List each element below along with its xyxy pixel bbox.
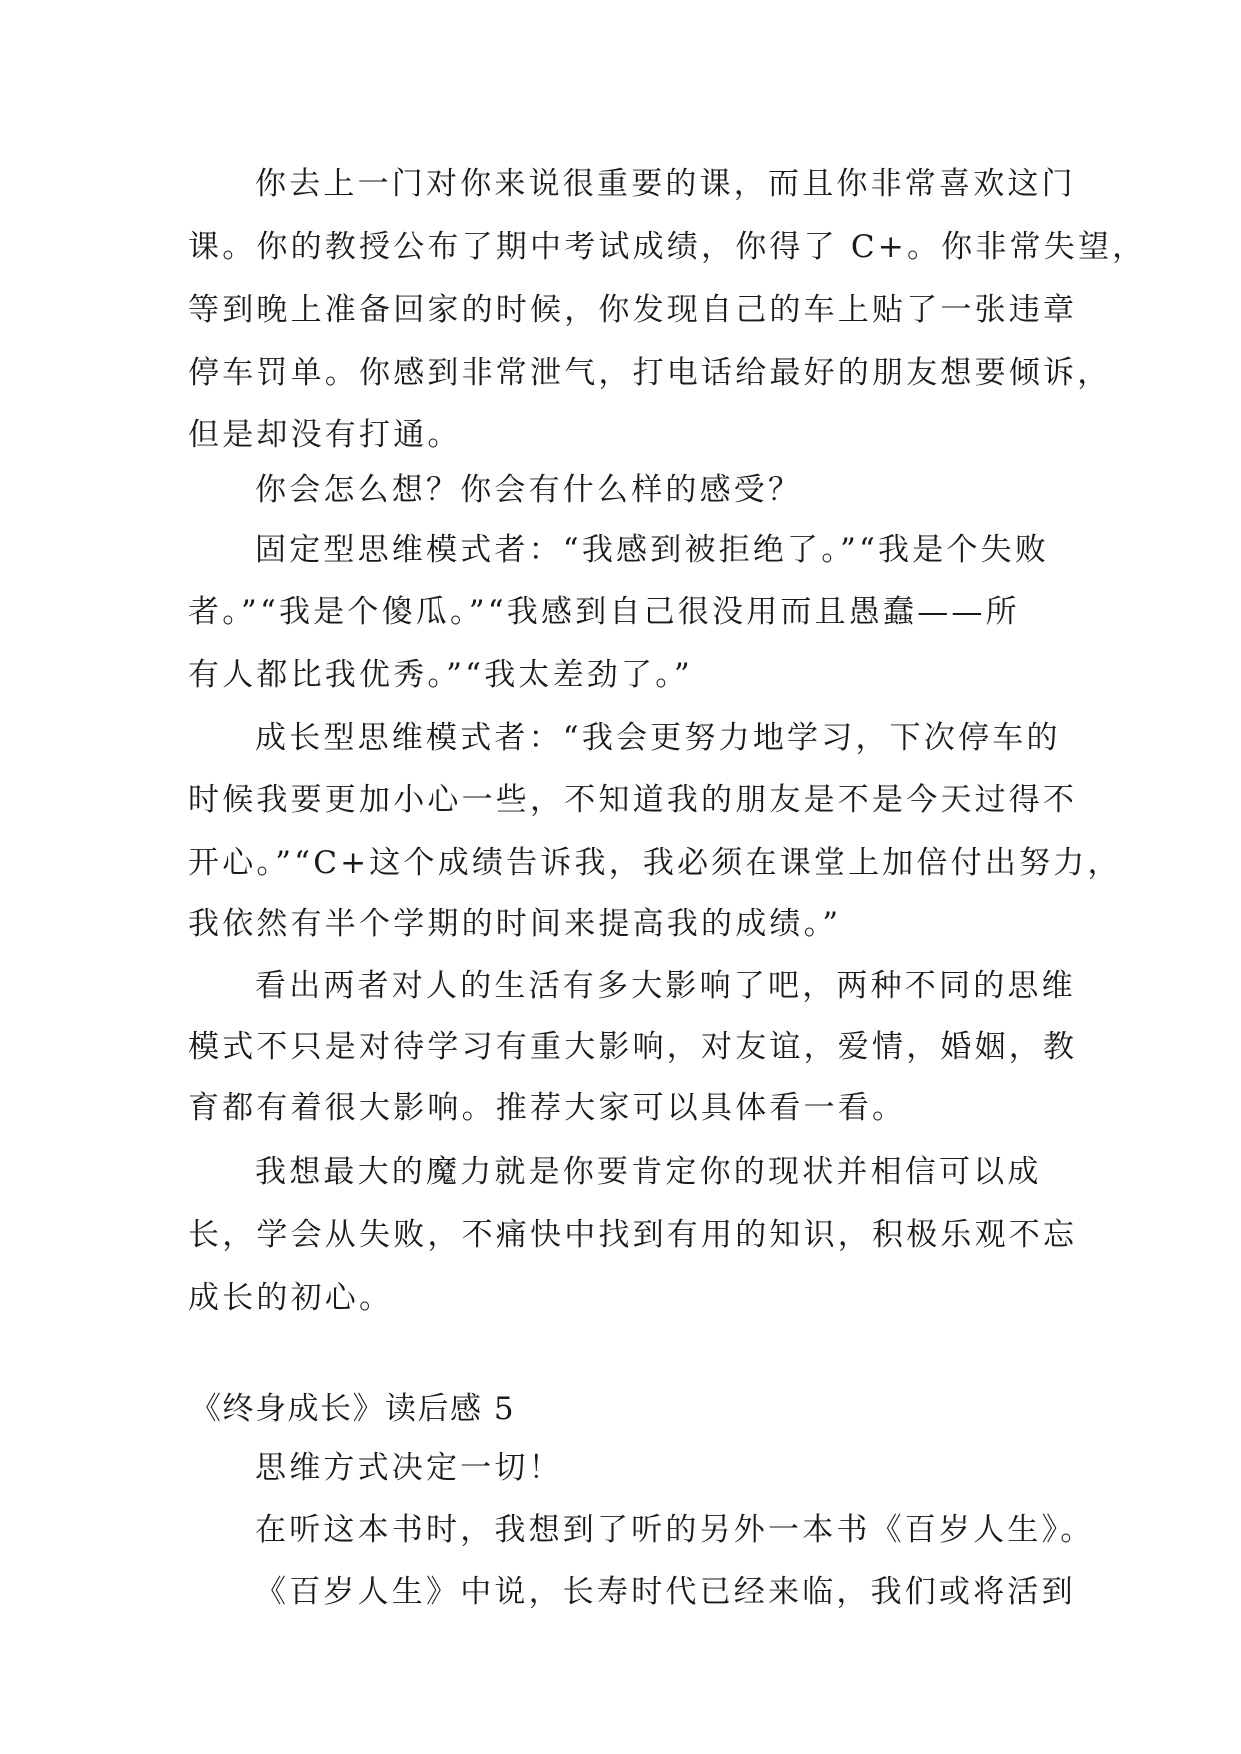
paragraph-line: 停车罚单。你感到非常泄气，打电话给最好的朋友想要倾诉，	[188, 355, 1112, 391]
paragraph-line: 模式不只是对待学习有重大影响，对友谊，爱情，婚姻，教	[188, 1029, 1078, 1065]
paragraph-line: 在听这本书时，我想到了听的另外一本书《百岁人生》。	[255, 1512, 1095, 1548]
paragraph-line: 我依然有半个学期的时间来提高我的成绩。”	[188, 906, 842, 942]
paragraph-line: 有人都比我优秀。”“我太差劲了。”	[188, 657, 693, 693]
paragraph-line: 育都有着很大影响。推荐大家可以具体看一看。	[188, 1090, 907, 1126]
paragraph-line: 固定型思维模式者：“我感到被拒绝了。”“我是个失败	[255, 532, 1050, 568]
paragraph-line: 我想最大的魔力就是你要肯定你的现状并相信可以成	[255, 1154, 1042, 1190]
paragraph-line: 长，学会从失败，不痛快中找到有用的知识，积极乐观不忘	[188, 1217, 1078, 1253]
paragraph-line: 课。你的教授公布了期中考试成绩，你得了 C+。你非常失望，	[188, 229, 1147, 265]
paragraph-line: 看出两者对人的生活有多大影响了吧，两种不同的思维	[255, 968, 1076, 1004]
paragraph-line: 等到晚上准备回家的时候，你发现自己的车上贴了一张违章	[188, 292, 1078, 328]
paragraph-line: 时候我要更加小心一些，不知道我的朋友是不是今天过得不	[188, 782, 1078, 818]
paragraph-line: 但是却没有打通。	[188, 417, 462, 453]
paragraph-line: 者。”“我是个傻瓜。”“我感到自己很没用而且愚蠢——所	[188, 594, 1020, 630]
paragraph-line: 成长的初心。	[188, 1280, 394, 1316]
paragraph-line: 你去上一门对你来说很重要的课，而且你非常喜欢这门	[255, 166, 1076, 202]
paragraph-line: 成长型思维模式者：“我会更努力地学习，下次停车的	[255, 720, 1061, 756]
paragraph-line: 你会怎么想？你会有什么样的感受？	[255, 472, 803, 508]
paragraph-line: 开心。”“C+这个成绩告诉我，我必须在课堂上加倍付出努力，	[188, 845, 1122, 881]
paragraph-line: 《百岁人生》中说，长寿时代已经来临，我们或将活到	[255, 1574, 1076, 1610]
section-heading: 《终身成长》读后感 5	[190, 1391, 516, 1427]
paragraph-line: 思维方式决定一切！	[255, 1450, 563, 1486]
